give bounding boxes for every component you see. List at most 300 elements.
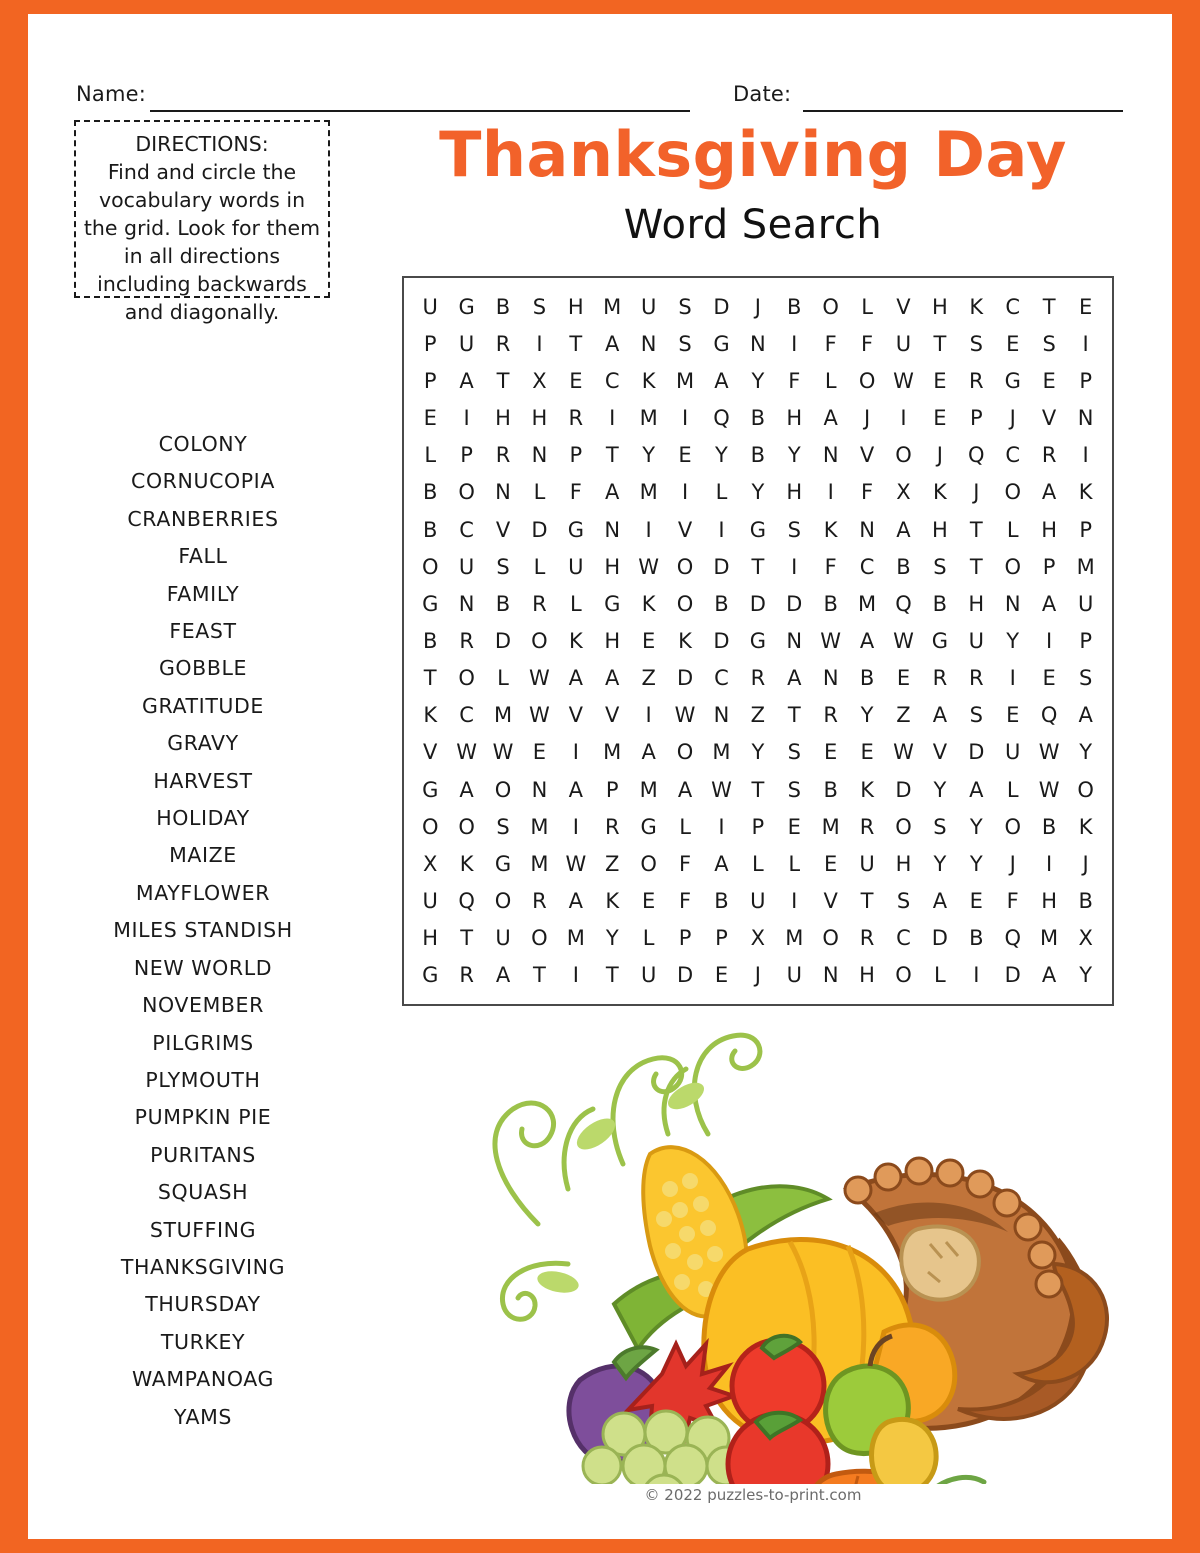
grid-cell[interactable]: G [422,963,439,988]
grid-cell[interactable]: J [1009,851,1016,876]
grid-cell[interactable]: A [932,703,948,728]
grid-cell[interactable]: E [1042,666,1056,691]
grid-cell[interactable]: F [569,480,582,505]
list-item[interactable]: WAMPANOAG [132,1367,274,1392]
grid-cell[interactable]: Q [895,591,912,616]
grid-cell[interactable]: H [422,926,439,951]
grid-cell[interactable]: V [896,294,911,319]
grid-cell[interactable]: M [603,740,622,765]
grid-cell[interactable]: I [973,963,980,988]
grid-cell[interactable]: O [494,777,512,802]
grid-cell[interactable]: F [679,851,692,876]
grid-cell[interactable]: H [931,517,948,542]
grid-cell[interactable]: Z [896,703,911,728]
grid-cell[interactable]: W [492,740,514,765]
grid-cell[interactable]: W [1038,777,1060,802]
grid-cell[interactable]: B [422,480,438,505]
grid-cell[interactable]: G [422,777,439,802]
grid-cell[interactable]: R [532,889,547,914]
grid-cell[interactable]: S [496,814,510,839]
grid-cell[interactable]: X [750,926,766,951]
grid-cell[interactable]: B [823,777,838,802]
grid-cell[interactable]: T [569,331,583,356]
grid-cell[interactable]: L [934,963,946,988]
grid-cell[interactable]: O [531,628,548,653]
grid-cell[interactable]: S [969,703,983,728]
grid-cell[interactable]: W [711,777,732,802]
grid-cell[interactable]: B [714,889,729,914]
grid-cell[interactable]: R [823,703,838,728]
grid-cell[interactable]: Y [751,368,765,393]
grid-cell[interactable]: D [676,666,694,691]
grid-cell[interactable]: J [863,406,871,431]
grid-cell[interactable]: U [568,554,584,579]
grid-cell[interactable]: A [787,666,802,691]
grid-cell[interactable]: R [859,926,875,951]
list-item[interactable]: PUMPKIN PIE [134,1105,272,1130]
grid-cell[interactable]: H [1041,889,1057,914]
grid-cell[interactable]: W [565,851,587,876]
grid-cell[interactable]: E [824,740,838,765]
grid-cell[interactable]: M [566,926,585,951]
grid-cell[interactable]: S [532,294,547,319]
grid-cell[interactable]: N [1077,406,1094,431]
grid-cell[interactable]: O [895,443,912,468]
grid-cell[interactable]: O [858,368,876,393]
grid-cell[interactable]: M [493,703,513,728]
grid-cell[interactable]: P [969,406,983,431]
grid-cell[interactable]: C [1005,294,1021,319]
word-search-grid[interactable] [402,276,1114,1006]
grid-cell[interactable]: R [568,406,584,431]
grid-cell[interactable]: H [1041,517,1057,542]
grid-cell[interactable]: H [895,851,912,876]
grid-cell[interactable]: T [933,331,947,356]
grid-cell[interactable]: U [786,963,802,988]
grid-cell[interactable]: D [494,628,512,653]
grid-cell[interactable]: P [1079,368,1092,393]
grid-cell[interactable]: Y [933,777,947,802]
grid-cell[interactable]: L [424,443,437,468]
grid-cell[interactable]: L [715,480,728,505]
grid-cell[interactable]: L [497,666,509,691]
grid-cell[interactable]: I [572,814,579,839]
grid-cell[interactable]: J [754,294,761,319]
date-write-line[interactable] [803,110,1123,112]
grid-cell[interactable]: U [968,628,984,653]
grid-cell[interactable]: C [896,926,911,951]
grid-cell[interactable]: B [1078,889,1093,914]
grid-cell[interactable]: O [421,814,439,839]
grid-cell[interactable]: E [569,368,583,393]
grid-cell[interactable]: A [1041,480,1057,505]
grid-cell[interactable]: A [605,666,620,691]
grid-cell[interactable]: K [860,777,874,802]
grid-cell[interactable]: V [495,517,511,542]
grid-cell[interactable]: K [605,889,620,914]
grid-cell[interactable]: A [823,406,838,431]
list-item[interactable]: PILGRIMS [152,1030,254,1055]
grid-cell[interactable]: P [751,814,765,839]
grid-cell[interactable]: Q [968,443,985,468]
grid-cell[interactable]: U [422,889,438,914]
grid-cell[interactable]: L [533,480,546,505]
grid-cell[interactable]: F [679,889,692,914]
grid-cell[interactable]: N [1004,591,1021,616]
grid-cell[interactable]: M [639,406,658,431]
grid-cell[interactable]: I [463,406,470,431]
grid-cell[interactable]: H [604,554,621,579]
grid-cell[interactable]: N [713,703,730,728]
grid-cell[interactable]: W [893,628,914,653]
grid-cell[interactable]: T [969,554,983,579]
grid-cell[interactable]: M [1076,554,1095,579]
grid-cell[interactable]: A [605,480,620,505]
grid-cell[interactable]: Z [605,851,620,876]
grid-cell[interactable]: T [787,703,801,728]
grid-cell[interactable]: B [1041,814,1057,839]
grid-cell[interactable]: I [681,480,689,505]
grid-cell[interactable]: V [605,703,620,728]
grid-cell[interactable]: O [421,554,439,579]
grid-cell[interactable]: F [861,331,874,356]
grid-cell[interactable]: D [531,517,548,542]
grid-cell[interactable]: O [676,554,694,579]
grid-cell[interactable]: B [422,517,438,542]
grid-cell[interactable]: K [1078,814,1093,839]
grid-cell[interactable]: S [678,331,692,356]
list-item[interactable]: TURKEY [160,1329,246,1354]
grid-cell[interactable]: D [713,628,730,653]
grid-cell[interactable]: C [604,368,620,393]
grid-cell[interactable]: U [1077,591,1094,616]
grid-cell[interactable]: V [423,740,438,765]
grid-cell[interactable]: P [423,331,437,356]
grid-cell[interactable]: W [456,740,477,765]
grid-cell[interactable]: U [859,851,875,876]
grid-cell[interactable]: J [973,480,980,505]
grid-cell[interactable]: E [1079,294,1093,319]
grid-cell[interactable]: I [718,814,725,839]
grid-cell[interactable]: A [568,889,584,914]
grid-cell[interactable]: O [458,666,475,691]
grid-cell[interactable]: N [531,443,548,468]
grid-cell[interactable]: S [1042,331,1056,356]
grid-cell[interactable]: I [791,331,798,356]
grid-cell[interactable]: X [532,368,547,393]
grid-cell[interactable]: H [604,628,621,653]
grid-cell[interactable]: A [714,851,729,876]
list-item[interactable]: HOLIDAY [156,806,250,831]
grid-cell[interactable]: E [532,740,547,765]
grid-cell[interactable]: G [749,628,766,653]
grid-cell[interactable]: R [459,628,474,653]
grid-cell[interactable]: E [1042,368,1056,393]
grid-cell[interactable]: A [641,740,656,765]
grid-cell[interactable]: T [423,666,437,691]
grid-cell[interactable]: A [1041,591,1057,616]
grid-cell[interactable]: I [718,517,725,542]
grid-cell[interactable]: Y [1079,963,1093,988]
grid-cell[interactable]: A [495,963,511,988]
grid-cell[interactable]: X [1078,926,1093,951]
grid-cell[interactable]: K [641,591,656,616]
grid-cell[interactable]: L [533,554,546,579]
grid-cell[interactable]: E [1006,331,1020,356]
grid-cell[interactable]: S [1078,666,1093,691]
grid-cell[interactable]: E [969,889,983,914]
grid-cell[interactable]: D [786,591,803,616]
grid-cell[interactable]: I [827,480,834,505]
grid-cell[interactable]: N [640,331,657,356]
grid-cell[interactable]: Y [751,480,765,505]
grid-cell[interactable]: S [787,517,801,542]
grid-cell[interactable]: H [531,406,548,431]
grid-cell[interactable]: S [496,554,510,579]
grid-cell[interactable]: O [458,480,475,505]
grid-cell[interactable]: V [1041,406,1057,431]
grid-cell[interactable]: U [458,554,475,579]
grid-cell[interactable]: O [458,814,475,839]
grid-cell[interactable]: P [569,443,583,468]
grid-cell[interactable]: Y [1079,740,1093,765]
grid-cell[interactable]: W [893,740,914,765]
list-item[interactable]: GRATITUDE [142,693,264,718]
grid-cell[interactable]: O [822,294,839,319]
grid-cell[interactable]: R [604,814,620,839]
grid-cell[interactable]: D [749,591,766,616]
grid-cell[interactable]: N [822,666,839,691]
grid-cell[interactable]: L [569,591,582,616]
grid-cell[interactable]: Q [713,406,730,431]
grid-cell[interactable]: M [639,777,658,802]
list-item[interactable]: THANKSGIVING [120,1254,286,1279]
grid-cell[interactable]: W [674,703,696,728]
grid-cell[interactable]: A [714,368,729,393]
grid-cell[interactable]: M [785,926,804,951]
grid-cell[interactable]: E [678,443,692,468]
grid-cell[interactable]: T [751,777,765,802]
grid-cell[interactable]: R [495,331,511,356]
grid-cell[interactable]: T [605,443,619,468]
grid-cell[interactable]: L [642,926,655,951]
grid-cell[interactable]: H [786,406,803,431]
grid-cell[interactable]: H [567,294,584,319]
grid-cell[interactable]: P [1079,628,1092,653]
grid-cell[interactable]: Q [458,889,475,914]
grid-cell[interactable]: E [1006,703,1020,728]
grid-cell[interactable]: B [823,591,838,616]
grid-cell[interactable]: Y [969,814,983,839]
grid-cell[interactable]: I [1046,851,1053,876]
grid-cell[interactable]: R [969,666,984,691]
grid-cell[interactable]: E [787,814,801,839]
grid-cell[interactable]: K [423,703,438,728]
grid-cell[interactable]: I [791,889,798,914]
grid-cell[interactable]: B [932,591,948,616]
list-item[interactable]: PURITANS [150,1142,256,1167]
grid-cell[interactable]: I [681,406,689,431]
grid-cell[interactable]: T [1042,294,1056,319]
grid-cell[interactable]: T [533,963,546,988]
grid-cell[interactable]: T [969,517,983,542]
list-item[interactable]: CORNUCOPIA [131,469,275,494]
grid-cell[interactable]: O [895,963,912,988]
list-item[interactable]: GRAVY [167,731,239,756]
grid-cell[interactable]: Y [969,851,983,876]
grid-cell[interactable]: W [893,368,914,393]
grid-cell[interactable]: N [750,331,766,356]
grid-cell[interactable]: D [1004,963,1021,988]
grid-cell[interactable]: Z [641,666,656,691]
grid-cell[interactable]: V [932,740,948,765]
grid-cell[interactable]: F [1006,889,1019,914]
grid-cell[interactable]: L [788,851,801,876]
grid-cell[interactable]: K [459,851,474,876]
grid-cell[interactable]: N [458,591,475,616]
grid-cell[interactable]: U [1005,740,1021,765]
grid-cell[interactable]: W [638,554,660,579]
grid-cell[interactable]: E [860,740,874,765]
grid-cell[interactable]: E [642,628,656,653]
list-item[interactable]: MAYFLOWER [135,880,271,905]
grid-cell[interactable]: E [642,889,656,914]
list-item[interactable]: COLONY [158,432,248,456]
grid-cell[interactable]: C [859,554,875,579]
grid-cell[interactable]: E [933,368,947,393]
grid-cell[interactable]: L [861,294,873,319]
grid-cell[interactable]: M [530,814,549,839]
grid-cell[interactable]: N [495,480,511,505]
grid-cell[interactable]: R [495,443,511,468]
grid-cell[interactable]: J [754,963,761,988]
grid-cell[interactable]: C [459,517,474,542]
grid-cell[interactable]: S [933,814,947,839]
grid-cell[interactable]: Y [715,443,728,468]
list-item[interactable]: FALL [178,544,228,569]
grid-cell[interactable]: A [459,368,474,393]
grid-cell[interactable]: A [969,777,984,802]
grid-cell[interactable]: I [1046,628,1053,653]
grid-cell[interactable]: I [900,406,907,431]
grid-cell[interactable]: F [861,480,874,505]
grid-cell[interactable]: M [639,480,658,505]
grid-cell[interactable]: P [1042,554,1056,579]
grid-cell[interactable]: F [788,368,801,393]
grid-cell[interactable]: F [824,554,837,579]
grid-cell[interactable]: Y [933,851,947,876]
grid-cell[interactable]: Q [1040,703,1058,728]
grid-cell[interactable]: N [859,517,875,542]
grid-cell[interactable]: D [968,740,985,765]
grid-cell[interactable]: D [713,294,730,319]
grid-cell[interactable]: K [823,517,838,542]
grid-cell[interactable]: U [750,889,766,914]
grid-cell[interactable]: B [787,294,802,319]
grid-cell[interactable]: T [605,963,619,988]
grid-cell[interactable]: U [640,963,657,988]
grid-cell[interactable]: O [1004,814,1021,839]
list-item[interactable]: HARVEST [153,768,253,793]
grid-cell[interactable]: A [677,777,693,802]
grid-cell[interactable]: I [572,740,579,765]
grid-cell[interactable]: O [640,851,657,876]
grid-cell[interactable]: A [568,666,584,691]
grid-cell[interactable]: R [459,963,474,988]
grid-cell[interactable]: K [568,628,583,653]
grid-cell[interactable]: E [824,851,838,876]
grid-cell[interactable]: P [678,926,692,951]
grid-cell[interactable]: B [714,591,729,616]
grid-cell[interactable]: W [529,703,550,728]
grid-cell[interactable]: W [529,666,550,691]
grid-cell[interactable]: H [859,963,875,988]
grid-cell[interactable]: R [750,666,766,691]
grid-cell[interactable]: H [786,480,803,505]
grid-cell[interactable]: L [1006,517,1019,542]
grid-cell[interactable]: A [1078,703,1093,728]
grid-cell[interactable]: G [1004,368,1021,393]
grid-cell[interactable]: D [713,554,730,579]
grid-cell[interactable]: N [604,517,621,542]
grid-cell[interactable]: A [859,628,875,653]
grid-cell[interactable]: M [712,740,731,765]
grid-cell[interactable]: B [422,628,438,653]
grid-cell[interactable]: C [1005,443,1021,468]
grid-cell[interactable]: Y [1006,628,1020,653]
grid-cell[interactable]: K [1078,480,1093,505]
grid-cell[interactable]: B [750,406,766,431]
grid-cell[interactable]: C [459,703,474,728]
grid-cell[interactable]: J [1082,851,1089,876]
grid-cell[interactable]: J [936,443,943,468]
grid-cell[interactable]: Y [860,703,874,728]
grid-cell[interactable]: V [677,517,693,542]
grid-cell[interactable]: D [895,777,912,802]
grid-cell[interactable]: P [715,926,728,951]
grid-cell[interactable]: O [1004,554,1021,579]
grid-cell[interactable]: B [750,443,766,468]
grid-cell[interactable]: Y [787,443,801,468]
grid-cell[interactable]: N [822,443,839,468]
grid-cell[interactable]: S [787,740,801,765]
grid-cell[interactable]: B [495,294,511,319]
grid-cell[interactable]: Q [1004,926,1021,951]
grid-cell[interactable]: T [860,889,874,914]
grid-cell[interactable]: P [1079,517,1092,542]
grid-cell[interactable]: G [749,517,766,542]
grid-cell[interactable]: G [458,294,475,319]
grid-cell[interactable]: A [1041,963,1057,988]
grid-cell[interactable]: L [1006,777,1019,802]
grid-cell[interactable]: M [1040,926,1059,951]
grid-cell[interactable]: O [494,889,512,914]
grid-cell[interactable]: O [895,814,912,839]
grid-cell[interactable]: T [751,554,765,579]
list-item[interactable]: SQUASH [157,1180,249,1205]
grid-cell[interactable]: I [536,331,543,356]
grid-cell[interactable]: K [678,628,692,653]
grid-cell[interactable]: G [422,591,439,616]
grid-cell[interactable]: O [676,740,694,765]
grid-cell[interactable]: A [896,517,911,542]
grid-cell[interactable]: B [969,926,984,951]
grid-cell[interactable]: E [896,666,911,691]
grid-cell[interactable]: P [423,368,437,393]
grid-cell[interactable]: W [1038,740,1060,765]
grid-cell[interactable]: B [896,554,911,579]
grid-cell[interactable]: V [568,703,584,728]
